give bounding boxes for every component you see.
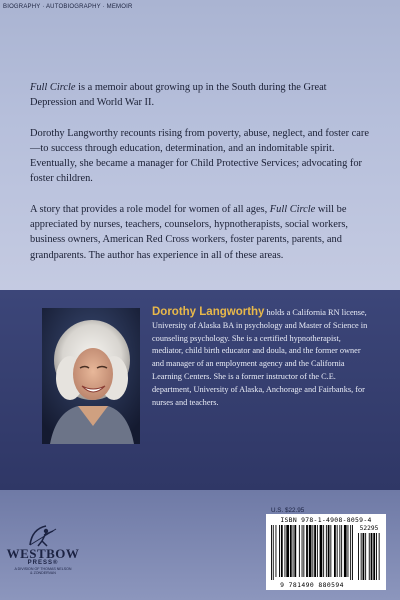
publisher-name: WESTBOW (6, 546, 80, 561)
archer-icon (26, 523, 60, 547)
barcode-bar (271, 525, 272, 580)
description-text: is a memoir about growing up in the South during the Great Depression and World War II. (30, 82, 327, 109)
barcode-bar (320, 525, 323, 577)
description-paragraph-3 (30, 202, 370, 263)
book-title-italic: Full Circle (30, 82, 76, 93)
addon-bar (379, 533, 380, 580)
barcode-bar (303, 525, 304, 577)
barcode-bar (344, 525, 347, 577)
ean-number: 9 781490 880594 (280, 581, 344, 589)
barcode-bar (337, 525, 338, 577)
genre-label: BIOGRAPHY · AUTOBIOGRAPHY · MEMOIR (3, 4, 133, 10)
barcode-bar (285, 525, 286, 577)
barcode-bar (302, 525, 303, 577)
publisher-press: PRESS® (27, 560, 59, 566)
addon-bar (358, 533, 359, 580)
barcode-bar (281, 525, 283, 577)
barcode-box (266, 514, 386, 590)
barcode-bar (279, 525, 280, 577)
description-text: will be appreciated by nurses, teachers, counselors, hypnotherapists, social workers, business owners, American Red Cross workers, foster parents, parents, and grandparents. The author has experience in all of these areas. (30, 203, 348, 261)
publisher-division-line-2: & ZONDERVAN (30, 571, 56, 576)
barcode-bar (290, 525, 292, 577)
barcode-bar (294, 525, 296, 577)
addon-bar (373, 533, 375, 580)
author-bio (152, 306, 370, 409)
description-paragraph-1 (30, 80, 370, 111)
author-bio-text: holds a California RN license, University of Alaska BA in psychology and Master of Science in counseling psychology. She is a certified hypnotherapist, mediator, child birth educator and doula, and the former owner and manager of an employment agency and the California Learning Centers. She is a former instructor of the C.E. department, University of Alaska, Anchorage and Fairbanks, for nurses and teachers. (152, 308, 368, 407)
barcode-bar (312, 525, 313, 577)
barcode-bar (326, 525, 327, 577)
addon-bar (365, 533, 366, 580)
barcode-bar (286, 525, 289, 577)
barcode-bar (306, 525, 308, 577)
barcode-image (269, 525, 383, 581)
description-text: A story that provides a role model for women of all ages, (30, 203, 270, 215)
barcode-bar (350, 525, 351, 580)
price-addon-code: 52295 (359, 525, 379, 532)
barcode-bar (299, 525, 300, 577)
price: U.S. $22.95 (271, 507, 305, 514)
barcode-bar (309, 525, 312, 577)
barcode-bar (323, 525, 324, 577)
barcode-bar (334, 525, 336, 577)
book-description (30, 80, 370, 278)
barcode-bar (293, 525, 294, 577)
book-title-italic: Full Circle (269, 203, 316, 215)
isbn-text: ISBN 978-1-4908-8059-4 (280, 516, 372, 524)
publisher-division-line-1: A DIVISION OF THOMAS NELSON (14, 567, 72, 571)
barcode-bar (314, 525, 316, 577)
publisher-logo (0, 523, 86, 589)
author-portrait-illustration (42, 308, 140, 444)
barcode-bar (328, 525, 330, 577)
barcode-bar (348, 525, 349, 577)
barcode-bar (341, 525, 342, 577)
barcode-bar (273, 525, 274, 580)
addon-bar (376, 533, 377, 580)
barcode-bar (339, 525, 340, 577)
barcode-bar (317, 525, 318, 577)
description-paragraph-2: Dorothy Langworthy recounts rising from poverty, abuse, neglect, and foster care—to success through education, determination, and an indomitable spirit. Eventually, she became a manager for Child Protective Services; advocating for foster children. (30, 127, 369, 185)
author-name: Dorothy Langworthy (152, 306, 265, 318)
addon-bar (371, 533, 373, 580)
author-photo (42, 308, 140, 444)
addon-bar (363, 533, 365, 580)
barcode-bar (330, 525, 331, 577)
addon-bar (361, 533, 362, 580)
barcode-bar (276, 525, 277, 577)
addon-bar (369, 533, 370, 580)
barcode-bar (352, 525, 353, 580)
